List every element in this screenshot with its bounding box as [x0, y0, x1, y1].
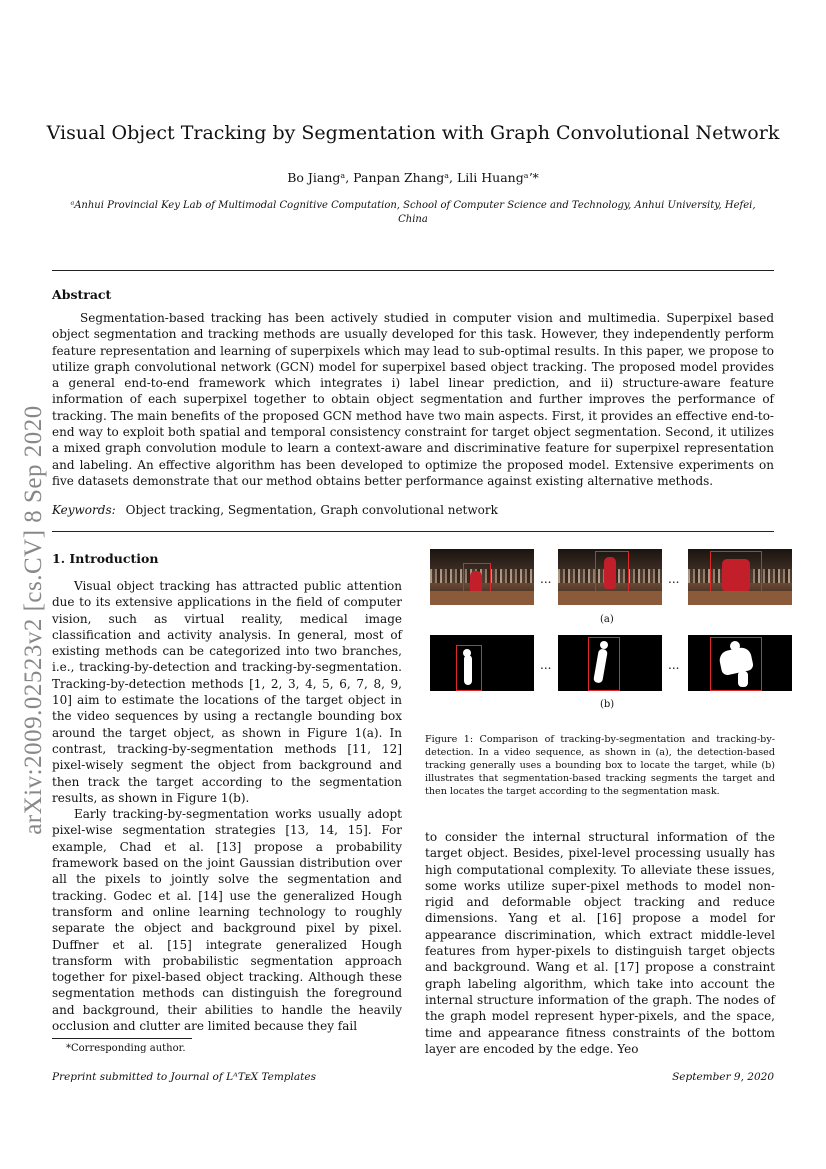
frame-a2	[558, 549, 662, 605]
abstract-heading: Abstract	[52, 287, 112, 302]
footnote: *Corresponding author.	[66, 1043, 186, 1054]
bounding-box	[588, 637, 620, 691]
bounding-box	[463, 563, 491, 605]
footer-left: Preprint submitted to Journal of LᴬTᴇX Templates	[52, 1071, 316, 1083]
paper-title: Visual Object Tracking by Segmentation with Graph Convolutional Network	[46, 122, 780, 144]
arxiv-sidebar	[14, 340, 54, 900]
ellipsis: ...	[668, 658, 680, 672]
abstract-text: Segmentation-based tracking has been actively studied in computer vision and multimedia. Superpixel based object segmentation and tracking methods are usually developed for this task. However, they independently perform feature representation and learning of superpixels which may lead to sub-optimal results. In this paper, we propose to utilize graph convolutional network (GCN) model for superpixel based object tracking. The proposed model provides a general end-to-end framework which integrates i) label linear prediction, and ii) structure-aware feature information of each superpixel together to obtain object segmentation and further improves the performance of tracking. The main benefits of the proposed GCN method have two main aspects. First, it provides an effective end-to-end way to exploit both spatial and temporal consistency constraint for target object segmentation. Second, it utilizes a mixed graph convolution module to learn a context-aware and discriminative feature for superpixel representation and labeling. An effective algorithm has been developed to optimize the proposed model. Extensive experiments on five datasets demonstrate that our method obtains better performance against existing alternative methods.	[52, 311, 774, 488]
keywords-label: Keywords:	[52, 503, 116, 517]
left-column	[52, 578, 402, 1034]
authors: Bo Jiangᵃ, Panpan Zhangᵃ, Lili Huangᵃʼ*	[287, 170, 539, 185]
top-rule	[52, 270, 774, 271]
section-heading: 1. Introduction	[52, 551, 159, 566]
mask-b2	[558, 635, 662, 691]
bounding-box	[710, 637, 762, 691]
bottom-rule	[52, 531, 774, 532]
footer-date: September 9, 2020	[672, 1071, 774, 1083]
arxiv-id: arXiv:2009.02523v2 [cs.CV] 8 Sep 2020	[20, 405, 47, 835]
affiliation: ᵃAnhui Provincial Key Lab of Multimodal Cognitive Computation, School of Computer Science and Technology, Anhui University, Hefei, China	[70, 200, 756, 225]
intro-paragraph-1: Visual object tracking has attracted public attention due to its extensive applications in the field of computer vision, such as virtual reality, medical image classification and activity analysis. In general, most of existing methods can be categorized into two branches, i.e., tracking-by-detection and tracking-by-segmentation. Tracking-by-detection methods [1, 2, 3, 4, 5, 6, 7, 8, 9, 10] aim to estimate the locations of the target object in the video sequences by using a rectangle bounding box around the target object, as shown in Figure 1(a). In contrast, tracking-by-segmentation methods [11, 12] pixel-wisely segment the object from background and then track the target according to the segmentation results, as shown in Figure 1(b).	[52, 579, 402, 805]
bounding-box	[710, 551, 762, 603]
intro-paragraph-2: Early tracking-by-segmentation works usually adopt pixel-wise segmentation strategies [13, 14, 15]. For example, Chad et al. [13] propose a probability framework based on the joint Gaussian distribution over all the pixels to jointly solve the segmentation and tracking. Godec et al. [14] use the generalized Hough transform and online learning technology to roughly separate the object and background pixel by pixel. Duffner et al. [15] integrate generalized Hough transform with probabilistic segmentation approach together for pixel-based object tracking. Although these segmentation methods can distinguish the foreground and background, their abilities to handle the heavily occlusion and clutter are limited because they fail	[52, 807, 402, 1034]
subfigure-label-a: (a)	[600, 614, 614, 625]
right-column: to consider the internal structural information of the target object. Besides, pixel-level processing usually has high computational complexity. To alleviate these issues, some works utilize super-pixel methods to model non-rigid and deformable object tracking and reduce dimensions. Yang et al. [16] propose a model for appearance discrimination, which extract middle-level features from hyper-pixels to distinguish target objects and background. Wang et al. [17] propose a constraint graph labeling algorithm, which take into account the internal structure information of the graph. The nodes of the graph model represent hyper-pixels, and the space, time and appearance fitness constraints of the bottom layer are encoded by the edge. Yeo	[425, 830, 775, 1056]
ellipsis: ...	[540, 572, 552, 586]
figure-caption: Figure 1: Comparison of tracking-by-segmentation and tracking-by-detection. In a video sequence, as shown in (a), the detection-based tracking generally uses a bounding box to locate the target, while (b) illustrates that segmentation-based tracking segments the target and then locates the target according to the segmentation mask.	[425, 734, 775, 797]
subfigure-label-b: (b)	[600, 699, 615, 710]
ellipsis: ...	[668, 572, 680, 586]
bounding-box	[456, 645, 482, 691]
keywords-list: Object tracking, Segmentation, Graph convolutional network	[125, 503, 498, 517]
bounding-box	[595, 551, 629, 597]
mask-b1	[430, 635, 534, 691]
frame-a1	[430, 549, 534, 605]
mask-b3	[688, 635, 792, 691]
footnote-rule	[52, 1038, 192, 1039]
ellipsis: ...	[540, 658, 552, 672]
keywords	[52, 503, 498, 517]
frame-a3	[688, 549, 792, 605]
